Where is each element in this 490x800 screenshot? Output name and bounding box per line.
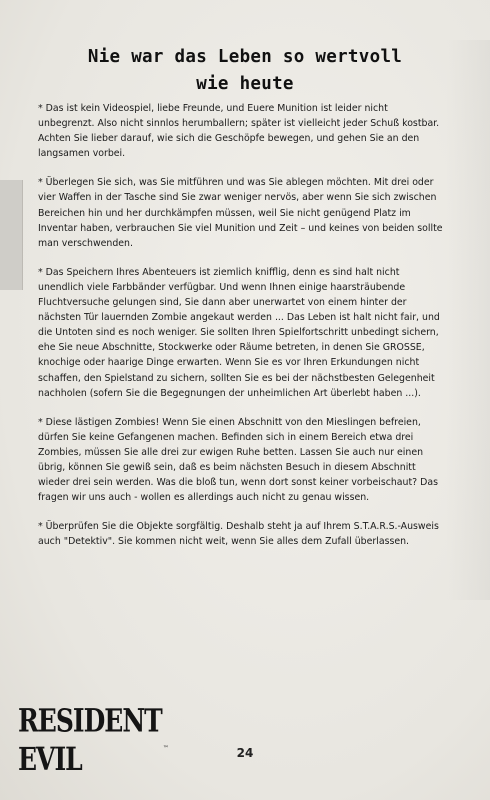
page-title bbox=[20, 44, 470, 98]
right-page-bleed bbox=[446, 40, 490, 600]
title-line-2: wie heute bbox=[196, 74, 294, 94]
resident-evil-logo bbox=[18, 702, 169, 779]
trademark-symbol: ™ bbox=[162, 745, 169, 752]
tip-paragraph: * Überlegen Sie sich, was Sie mitführen und was Sie ablegen möchten. Mit drei oder vier Waffen in der Tasche sind Sie zwar weniger nervös, aber wenn Sie sich zwischen Bereichen hin und her durchkämpfen müssen, weil Sie nicht genügend Platz im Inventar haben, verbrauchen Sie viel Munition und Zeit – und keines von beiden sollte man verschwenden. bbox=[38, 177, 443, 249]
body-text bbox=[38, 101, 444, 563]
logo-wordmark: RESIDENT EVIL bbox=[18, 702, 162, 778]
tip-paragraph: * Überprüfen Sie die Objekte sorgfältig. Deshalb steht ja auf Ihrem S.T.A.R.S.-Ausweis auch "Detektiv". Sie kommen nicht weit, wenn Sie alles dem Zufall überlassen. bbox=[38, 521, 439, 548]
tip-paragraph: * Das Speichern Ihres Abenteuers ist ziemlich knifflig, denn es sind halt nicht unendlich viele Farbbänder verfügbar. Und wenn Ihnen einige haarsträubende Fluchtversuche gelungen sind, Sie dann aber unerwartet von einem hinter der nächsten Tür lauernden Zombie angekaut werden ... Das Leben ist halt nicht fair, und die Untoten sind es noch weniger. Sie sollten Ihren Spielfortschritt unbedingt sichern, ehe Sie neue Abschnitte, Stockwerke oder Räume betreten, in denen Sie GROSSE, knochige oder haarige Dinge erwarten. Wenn Sie es vor Ihren Erkundungen nicht schaffen, den Spielstand zu sichern, sollten Sie es bei der nächstbesten Gelegenheit nachholen (sofern Sie die Begegnungen der unheimlichen Art überlebt haben ...). bbox=[38, 266, 440, 399]
tip-paragraph: * Das ist kein Videospiel, liebe Freunde, und Euere Munition ist leider nicht unbegrenzt. Also nicht sinnlos herumballern; später ist vielleicht jeder Schuß kostbar. Achten Sie lieber darauf, wie sich die Geschöpfe bewegen, und gehen Sie an den langsamen vorbei. bbox=[38, 103, 440, 160]
page-number: 24 bbox=[236, 746, 254, 760]
tip-paragraph: * Diese lästigen Zombies! Wenn Sie einen Abschnitt von den Mieslingen befreien, dürfen Sie keine Gefangenen machen. Befinden sich in einem Bereich etwa drei Zombies, müssen Sie alle drei zur ewigen Ruhe betten. Lassen Sie auch nur einen übrig, können Sie gewiß sein, daß es beim nächsten Besuch in diesem Abschnitt wieder drei sein werden. Was die bloß tun, wenn dort sonst keiner vorbeischaut? Das fragen wir uns auch - wollen es allerdings auch nicht zu genau wissen. bbox=[38, 416, 438, 504]
left-margin-strip bbox=[0, 180, 23, 290]
title-line-1: Nie war das Leben so wertvoll bbox=[87, 47, 403, 67]
